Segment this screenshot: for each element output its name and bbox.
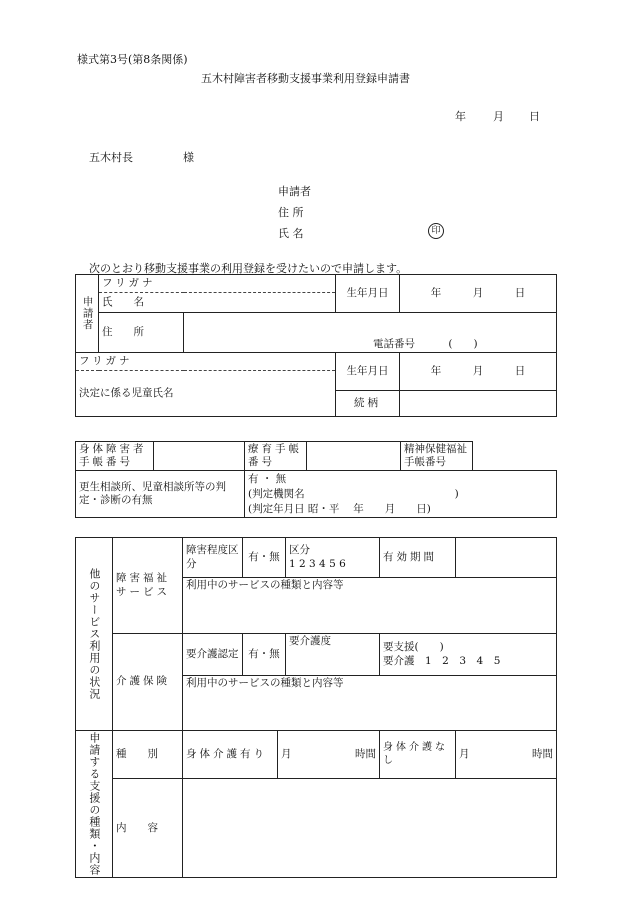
care-cert-label: 要介護認定 [183, 634, 243, 676]
addressee-sama: 様 [183, 151, 194, 164]
applicant-address-label: 住 所 [278, 206, 304, 219]
judgement-date: (判定年月日 昭・平 年 月 日) [248, 502, 431, 515]
services-table [75, 537, 557, 878]
birth2-field[interactable]: 年 月 日 [400, 353, 557, 391]
applicant-name-label: 氏 名 [278, 227, 304, 240]
other-services-label: 他のサービス利用の状況 [76, 538, 113, 731]
valid-period-label: 有効期間 [380, 538, 456, 578]
addressee: 五木村長 [89, 151, 133, 164]
disability-book-label: 身体障害者手帳番号 [76, 442, 154, 471]
applicant-side-label: 申請者 [76, 275, 99, 353]
without-care-hours[interactable]: 月 時間 [456, 731, 557, 779]
care-level-field[interactable]: 要支援( ) 要介護 1 2 3 4 5 [380, 634, 557, 676]
judgement-yes-no: 有 ・ 無 [248, 473, 287, 486]
date-day: 日 [529, 110, 540, 123]
furigana-label: フリガナ [99, 275, 184, 293]
content-label: 内 容 [113, 779, 183, 878]
care-level-label: 要介護度 [286, 634, 380, 676]
type-label: 種 別 [113, 731, 183, 779]
ryoiku-book-field[interactable] [307, 442, 401, 471]
request-label: 申請する支援の種類・内容 [76, 731, 113, 878]
certificate-table [75, 441, 557, 518]
care-services-content[interactable]: 利用中のサービスの種類と内容等 [183, 676, 557, 731]
relation-label: 続柄 [336, 391, 400, 417]
form-number: 様式第3号(第8条関係) [77, 53, 188, 66]
valid-period-field[interactable] [456, 538, 557, 578]
disability-yes-no[interactable]: 有・無 [243, 538, 286, 578]
judgement-label: 更生相談所、児童相談所等の判定・診断の有無 [76, 471, 245, 518]
child-name-label: 決定に係る児童氏名 [76, 371, 184, 417]
kubun-field[interactable]: 区分 1 2 3 4 5 6 [286, 538, 380, 578]
ryoiku-book-label: 療育手帳番号 [245, 442, 307, 471]
welfare-services-content[interactable]: 利用中のサービスの種類と内容等 [183, 578, 557, 634]
page-title: 五木村障害者移動支援事業利用登録申請書 [201, 72, 410, 85]
care-yes-no[interactable]: 有・無 [243, 634, 286, 676]
disability-level-label: 障害程度区分 [183, 538, 243, 578]
address-field[interactable] [184, 313, 557, 353]
child-furigana-field[interactable] [184, 353, 336, 371]
mental-book-field[interactable] [473, 442, 557, 471]
with-care-label: 身体介護有り [183, 731, 278, 779]
intro-text: 次のとおり移動支援事業の利用登録を受けたいので申請します。 [89, 262, 408, 275]
name-label: 氏 名 [99, 293, 184, 313]
child-name-field[interactable] [184, 371, 336, 417]
care-insurance-label: 介護保険 [113, 634, 183, 731]
mental-book-label: 精神保健福祉手帳番号 [401, 442, 473, 471]
applicant-heading: 申請者 [278, 185, 311, 198]
date-year: 年 [455, 110, 466, 123]
welfare-service-label: 障害福祉サービス [113, 538, 183, 634]
without-care-label: 身体介護なし [380, 731, 456, 779]
disability-book-field[interactable] [154, 442, 245, 471]
phone-label: 電話番号 [373, 337, 415, 350]
with-care-hours[interactable]: 月 時間 [278, 731, 380, 779]
seal-mark: 印 [428, 223, 444, 239]
applicant-table [75, 274, 557, 417]
name-field[interactable] [184, 293, 336, 313]
birth-label: 生年月日 [336, 275, 400, 313]
judgement-field[interactable]: 有 ・ 無 (判定機関名 ) (判定年月日 昭・平 年 月 日) [245, 471, 557, 518]
address-label: 住 所 [99, 313, 184, 353]
content-field[interactable] [183, 779, 557, 878]
phone-paren: ( ) [448, 337, 478, 350]
birth-field[interactable]: 年 月 日 [400, 275, 557, 313]
relation-field[interactable] [400, 391, 557, 417]
date-month: 月 [493, 110, 504, 123]
judgement-org: (判定機関名 [248, 487, 305, 500]
birth2-label: 生年月日 [336, 353, 400, 391]
child-furigana-label: フリガナ [76, 353, 184, 371]
furigana-field[interactable] [184, 275, 336, 293]
